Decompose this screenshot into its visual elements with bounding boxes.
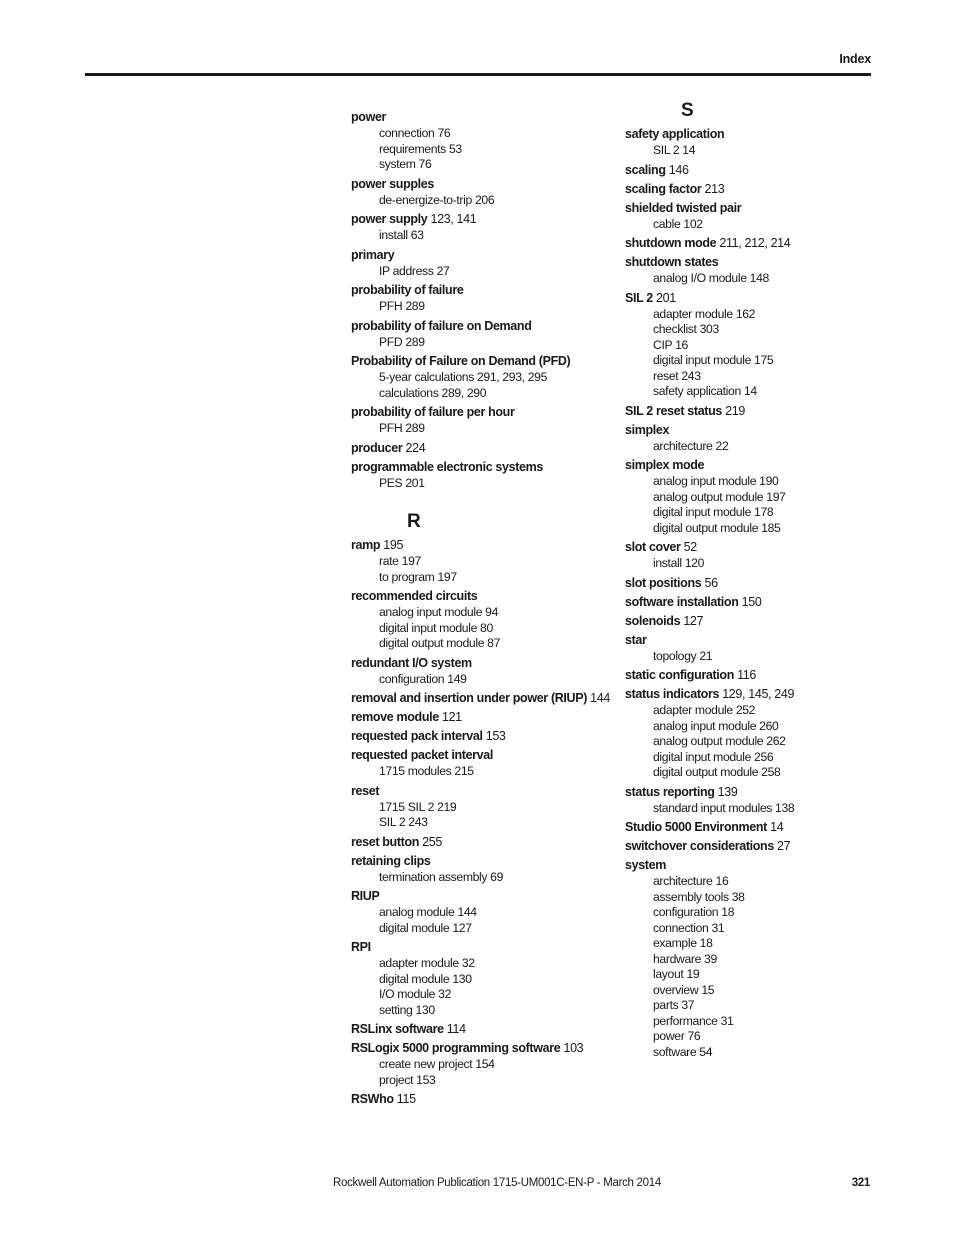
index-subentry: digital input module 80 (379, 620, 493, 635)
index-term: shutdown states (625, 255, 719, 269)
index-subentry: de-energize-to-trip 206 (379, 192, 495, 207)
index-term: safety application (625, 127, 725, 141)
index-term-pages: 127 (680, 613, 704, 628)
page-number: 321 (851, 1177, 870, 1189)
index-entry (351, 939, 619, 1018)
index-entry (625, 200, 885, 233)
index-entry (351, 888, 619, 936)
index-term-line (351, 537, 619, 553)
index-term-line (625, 838, 885, 854)
index-term-line (625, 162, 885, 178)
index-subentry: analog module 144 (379, 905, 477, 919)
index-entry (351, 404, 619, 437)
index-subentries (351, 476, 619, 492)
index-term-pages: 201 (652, 290, 676, 305)
index-subentry: PFH 289 (379, 299, 425, 313)
index-term-line (351, 588, 619, 604)
index-term: RIUP (351, 889, 380, 903)
index-term-pages: 115 (393, 1092, 416, 1106)
index-term: star (625, 632, 647, 647)
index-subentries (625, 649, 885, 665)
index-term: solenoids (625, 613, 681, 628)
index-term: software installation (625, 594, 739, 609)
index-entry (351, 1091, 619, 1107)
index-subentry: PFH 289 (379, 421, 425, 435)
index-term-pages: 213 (701, 181, 725, 196)
index-term-pages: 52 (680, 540, 697, 554)
index-term-line (351, 282, 619, 298)
index-subentries (625, 874, 885, 1060)
index-entry (625, 539, 885, 572)
index-term-pages: 150 (738, 594, 762, 609)
index-subentry: adapter module 162 (653, 306, 756, 321)
index-term: RSWho (351, 1092, 394, 1106)
index-term: scaling factor (625, 181, 702, 196)
index-subentry: digital module 127 (379, 920, 472, 935)
index-subentry: analog output module 262 (653, 734, 786, 748)
index-subentries (625, 703, 885, 781)
index-term-line (625, 403, 885, 419)
index-subentry: analog output module 197 (653, 489, 786, 504)
index-subentry: analog I/O module 148 (653, 271, 769, 285)
index-term-line (351, 655, 619, 671)
index-term-line (625, 784, 885, 800)
index-subentries (625, 271, 885, 287)
index-term: status indicators (625, 687, 720, 701)
index-subentry: architecture 16 (653, 874, 729, 888)
index-subentry: layout 19 (653, 967, 700, 981)
index-term: primary (351, 247, 395, 262)
index-entry (625, 575, 885, 591)
index-subentry: 1715 modules 215 (379, 764, 474, 778)
index-entry (351, 353, 619, 401)
index-term-line (351, 109, 619, 125)
index-entry (625, 857, 885, 1060)
index-subentries (351, 870, 619, 886)
index-term-pages: 153 (482, 729, 506, 743)
index-subentry: digital input module 175 (653, 353, 774, 367)
index-subentries (351, 299, 619, 315)
index-term-line (625, 632, 885, 648)
index-subentry: reset 243 (653, 368, 701, 383)
index-entry (625, 784, 885, 817)
index-term: RPI (351, 940, 371, 954)
index-term: producer (351, 440, 403, 455)
index-subentries (625, 556, 885, 572)
index-subentry: analog input module 94 (379, 605, 499, 619)
index-term-line (625, 575, 885, 591)
index-subentry: analog input module 190 (653, 474, 779, 488)
index-subentry: hardware 39 (653, 951, 717, 966)
index-entry (351, 1040, 619, 1088)
index-term: shielded twisted pair (625, 200, 742, 215)
index-subentries (625, 217, 885, 233)
index-term-line (351, 747, 619, 763)
index-entry (351, 440, 619, 456)
index-term-line (625, 819, 885, 835)
index-term: Probability of Failure on Demand (PFD) (351, 354, 571, 368)
index-term-line (625, 667, 885, 683)
index-term-line (351, 690, 619, 706)
index-subentry: CIP 16 (653, 337, 688, 352)
index-subentry: overview 15 (653, 982, 715, 997)
index-term-line (625, 235, 885, 251)
index-subentries (625, 474, 885, 536)
index-entry (625, 290, 885, 400)
index-term: switchover considerations (625, 839, 774, 853)
index-term-line (625, 126, 885, 142)
index-subentries (625, 143, 885, 159)
index-subentry: install 120 (653, 556, 705, 570)
index-entry (625, 126, 885, 159)
index-subentry: power 76 (653, 1029, 701, 1043)
index-subentry: PES 201 (379, 475, 425, 490)
index-term: slot cover (625, 540, 681, 554)
index-subentry: topology 21 (653, 648, 713, 663)
index-term: redundant I/O system (351, 655, 472, 670)
index-subentry: configuration 149 (379, 671, 467, 686)
index-term-line (625, 613, 885, 629)
index-term-pages: 224 (402, 440, 426, 455)
index-term-line (351, 404, 619, 420)
index-subentry: digital output module 185 (653, 520, 781, 535)
index-entry (625, 422, 885, 455)
index-entry (351, 318, 619, 351)
index-entry (351, 588, 619, 652)
index-term-pages: 56 (701, 575, 718, 590)
index-column-right (625, 100, 885, 1063)
index-subentry: safety application 14 (653, 384, 757, 398)
index-subentry: digital module 130 (379, 971, 472, 986)
index-entry (351, 459, 619, 492)
index-term: system (625, 858, 666, 872)
index-subentries (351, 1057, 619, 1088)
index-subentry: checklist 303 (653, 322, 719, 336)
index-term: slot positions (625, 575, 702, 590)
index-term-line (351, 1091, 619, 1107)
index-subentry: requirements 53 (379, 141, 462, 156)
index-subentry: PFD 289 (379, 334, 425, 349)
index-term-line (625, 457, 885, 473)
index-subentry: assembly tools 38 (653, 889, 745, 904)
index-subentries (351, 672, 619, 688)
index-subentries (351, 800, 619, 831)
index-term: RSLogix 5000 programming software (351, 1041, 561, 1055)
index-term: recommended circuits (351, 589, 478, 603)
index-subentries (351, 335, 619, 351)
index-term: ramp (351, 538, 381, 552)
index-subentries (351, 554, 619, 585)
index-term-pages: 27 (773, 839, 791, 853)
index-subentries (351, 370, 619, 401)
index-entry (351, 728, 619, 744)
index-term-pages: 103 (560, 1041, 584, 1055)
index-term-line (625, 254, 885, 270)
index-entry (351, 109, 619, 173)
index-subentry: setting 130 (379, 1002, 435, 1017)
index-term: static configuration (625, 668, 734, 682)
index-subentries (351, 764, 619, 780)
index-subentry: 5-year calculations 291, 293, 295 (379, 370, 547, 384)
index-term: retaining clips (351, 853, 431, 868)
section-title: Index (839, 52, 871, 66)
index-entry (625, 667, 885, 683)
index-subentries (351, 126, 619, 173)
index-term: shutdown mode (625, 236, 717, 250)
index-term-pages: 123, 141 (427, 212, 477, 226)
index-entry (351, 537, 619, 585)
index-term-line (351, 709, 619, 725)
index-entry (351, 1021, 619, 1037)
index-term: probability of failure per hour (351, 405, 515, 419)
index-subentry: performance 31 (653, 1013, 734, 1028)
index-subentries (351, 956, 619, 1018)
index-term-line (351, 459, 619, 475)
index-term-line (625, 686, 885, 702)
index-term: SIL 2 reset status (625, 403, 722, 418)
index-term-line (351, 176, 619, 192)
index-term-pages: 255 (419, 834, 442, 849)
index-letter-heading: S (681, 100, 694, 121)
index-term: reset (351, 783, 380, 798)
index-term: reset button (351, 834, 420, 849)
index-subentry: project 153 (379, 1072, 436, 1087)
index-term: requested packet interval (351, 748, 494, 762)
index-term-line (351, 318, 619, 334)
index-subentry: cable 102 (653, 216, 703, 231)
index-term-pages: 121 (438, 710, 462, 724)
index-subentry: create new project 154 (379, 1057, 495, 1071)
index-term: requested pack interval (351, 729, 483, 743)
index-subentry: termination assembly 69 (379, 869, 504, 884)
index-subentry: analog input module 260 (653, 718, 779, 733)
index-subentry: parts 37 (653, 998, 695, 1012)
index-entry (351, 853, 619, 886)
index-entry (625, 254, 885, 287)
index-term-line (625, 539, 885, 555)
index-term-pages: 219 (722, 403, 745, 418)
index-entry (625, 819, 885, 835)
index-term: simplex mode (625, 458, 705, 472)
index-term-pages: 144 (587, 691, 610, 705)
index-term-line (351, 1040, 619, 1056)
index-entry (625, 838, 885, 854)
index-term-line (625, 290, 885, 306)
index-subentry: 1715 SIL 2 219 (379, 799, 457, 814)
index-term-pages: 211, 212, 214 (716, 236, 791, 250)
index-term-line (351, 1021, 619, 1037)
index-term-pages: 195 (380, 538, 404, 552)
index-entry (351, 690, 619, 706)
index-entry (351, 783, 619, 831)
header-rule (85, 73, 871, 76)
index-subentry: digital input module 178 (653, 505, 774, 519)
index-term: remove module (351, 710, 439, 724)
index-entry (351, 709, 619, 725)
index-subentry: SIL 2 14 (653, 143, 696, 157)
index-subentries (351, 421, 619, 437)
index-subentry: architecture 22 (653, 438, 729, 453)
index-term-line (625, 200, 885, 216)
index-entry (351, 176, 619, 209)
index-subentry: standard input modules 138 (653, 800, 795, 815)
index-term: removal and insertion under power (RIUP) (351, 691, 588, 705)
index-subentries (351, 228, 619, 244)
index-term: power supply (351, 212, 428, 226)
index-entry (625, 162, 885, 178)
index-term-pages: 114 (443, 1022, 466, 1036)
index-term: probability of failure on Demand (351, 318, 532, 333)
index-subentries (351, 605, 619, 652)
index-subentry: digital output module 258 (653, 765, 781, 779)
index-subentry: install 63 (379, 228, 424, 242)
index-subentries (625, 801, 885, 817)
index-entry (625, 613, 885, 629)
index-entry (625, 403, 885, 419)
index-subentry: SIL 2 243 (379, 815, 428, 829)
index-subentry: connection 76 (379, 126, 451, 140)
index-subentry: connection 31 (653, 920, 725, 935)
index-term: Studio 5000 Environment (625, 820, 767, 834)
index-term-line (351, 353, 619, 369)
index-column-left (351, 109, 619, 1110)
index-entry (625, 457, 885, 536)
index-term-line (351, 247, 619, 263)
index-subentry: configuration 18 (653, 905, 735, 919)
index-entry (625, 235, 885, 251)
index-term-pages: 146 (665, 162, 689, 177)
index-entry (351, 282, 619, 315)
index-term-line (351, 440, 619, 456)
index-subentry: adapter module 252 (653, 703, 756, 717)
index-subentry: rate 197 (379, 554, 421, 568)
index-term: power supples (351, 176, 434, 191)
index-subentry: software 54 (653, 1044, 713, 1059)
index-term: power (351, 110, 387, 124)
index-term-line (625, 181, 885, 197)
index-subentry: calculations 289, 290 (379, 385, 487, 400)
index-term-line (351, 211, 619, 227)
index-term-pages: 129, 145, 249 (719, 687, 795, 701)
index-entry (625, 686, 885, 781)
index-subentry: I/O module 32 (379, 987, 452, 1001)
index-subentry: to program 197 (379, 569, 457, 584)
index-subentry: IP address 27 (379, 263, 450, 278)
index-letter-heading: R (407, 511, 421, 532)
index-entry (625, 594, 885, 610)
index-term-line (351, 834, 619, 850)
publication-info: Rockwell Automation Publication 1715-UM001C-EN-P - March 2014 (333, 1177, 661, 1189)
index-term-line (351, 888, 619, 904)
index-entry (351, 247, 619, 280)
index-subentry: digital input module 256 (653, 749, 774, 764)
index-subentries (625, 307, 885, 400)
index-term-pages: 116 (733, 668, 756, 682)
index-term-line (351, 939, 619, 955)
index-term: probability of failure (351, 283, 464, 297)
index-entry (351, 747, 619, 780)
index-term-line (625, 594, 885, 610)
index-term-line (351, 853, 619, 869)
index-term-line (625, 422, 885, 438)
index-term: programmable electronic systems (351, 459, 544, 474)
index-entry (351, 211, 619, 244)
index-subentry: system 76 (379, 157, 432, 171)
index-subentry: digital output module 87 (379, 636, 501, 650)
index-term-line (351, 783, 619, 799)
index-subentries (351, 193, 619, 209)
index-entry (351, 834, 619, 850)
index-term: status reporting (625, 784, 715, 799)
index-subentries (351, 905, 619, 936)
index-term-pages: 139 (714, 784, 738, 799)
index-term: scaling (625, 162, 666, 177)
index-subentries (625, 439, 885, 455)
index-entry (351, 655, 619, 688)
index-subentry: adapter module 32 (379, 956, 475, 970)
index-term-pages: 14 (766, 820, 784, 834)
index-subentry: example 18 (653, 936, 713, 950)
index-term: RSLinx software (351, 1022, 444, 1036)
index-term-line (625, 857, 885, 873)
index-entry (625, 181, 885, 197)
index-term-line (351, 728, 619, 744)
index-term: simplex (625, 422, 670, 437)
index-term: SIL 2 (625, 290, 653, 305)
index-subentries (351, 264, 619, 280)
index-entry (625, 632, 885, 665)
